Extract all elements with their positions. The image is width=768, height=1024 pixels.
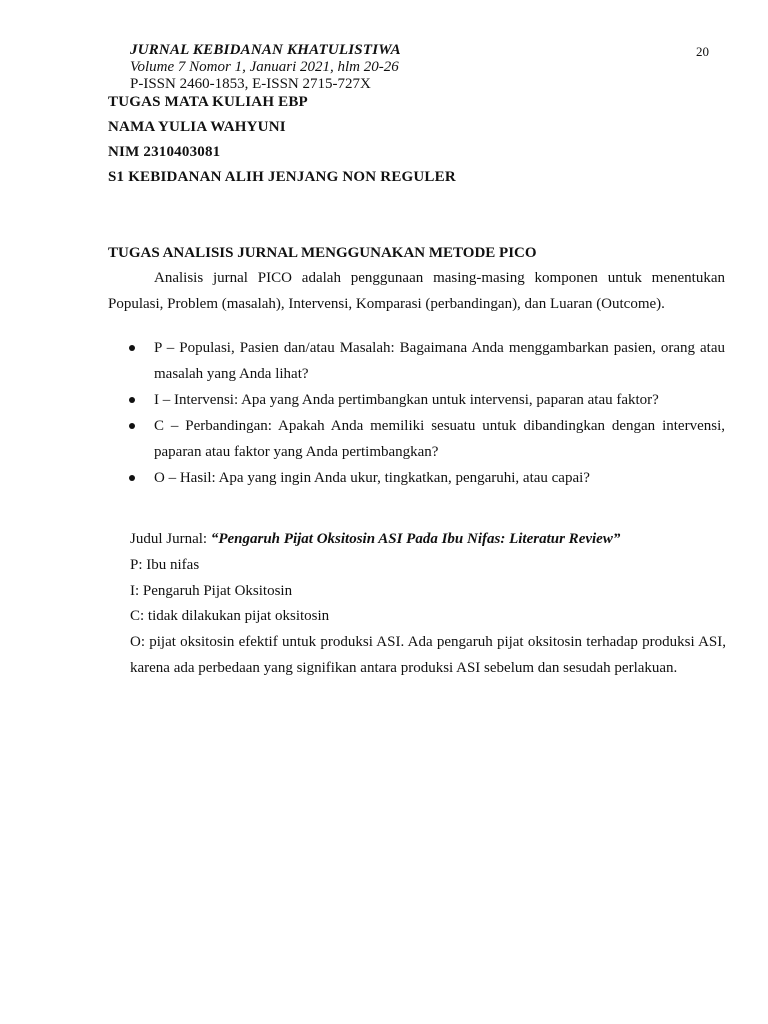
journal-title: “Pengaruh Pijat Oksitosin ASI Pada Ibu Nifas: Literatur Review” — [210, 531, 621, 547]
student-name: NAMA YULIA WAHYUNI — [108, 119, 286, 135]
intro-paragraph: Analisis jurnal PICO adalah penggunaan masing-masing komponen untuk menentukan Populasi, Problem (masalah), Intervensi, Komparasi (perbandingan), dan Luaran (Outcome). — [108, 270, 725, 312]
bullet-icon — [129, 423, 135, 429]
pico-i: I: Pengaruh Pijat Oksitosin — [130, 583, 293, 599]
pico-bullet-list — [108, 335, 725, 491]
pico-o: O: pijat oksitosin efektif untuk produksi ASI. Ada pengaruh pijat oksitosin terhadap produksi ASI, karena ada perbedaan yang signifikan antara produksi ASI sebelum dan sesudah perlakuan. — [130, 634, 726, 676]
bullet-item: O – Hasil: Apa yang ingin Anda ukur, tingkatkan, pengaruhi, atau capai? — [108, 465, 725, 491]
journal-title-label: Judul Jurnal: — [130, 531, 211, 547]
bullet-icon — [129, 397, 135, 403]
pico-p: P: Ibu nifas — [130, 557, 200, 573]
bullet-icon — [129, 475, 135, 481]
page-number: 20 — [696, 44, 709, 59]
student-nim: NIM 2310403081 — [108, 144, 221, 160]
journal-name: JURNAL KEBIDANAN KHATULISTIWA — [130, 42, 401, 58]
bullet-item: P – Populasi, Pasien dan/atau Masalah: Bagaimana Anda menggambarkan pasien, orang atau masalah yang Anda lihat? — [108, 335, 725, 387]
journal-volume: Volume 7 Nomor 1, Januari 2021, hlm 20-26 — [130, 59, 399, 75]
bullet-item: C – Perbandingan: Apakah Anda memiliki sesuatu untuk dibandingkan dengan intervensi, paparan atau faktor yang Anda pertimbangkan? — [108, 413, 725, 465]
course-title: TUGAS MATA KULIAH EBP — [108, 94, 308, 110]
journal-issn: P-ISSN 2460-1853, E-ISSN 2715-727X — [130, 76, 371, 92]
pico-c: C: tidak dilakukan pijat oksitosin — [130, 608, 330, 624]
bullet-item: I – Intervensi: Apa yang Anda pertimbangkan untuk intervensi, paparan atau faktor? — [108, 387, 725, 413]
bullet-icon — [129, 345, 135, 351]
study-program: S1 KEBIDANAN ALIH JENJANG NON REGULER — [108, 169, 456, 185]
journal-title-line — [130, 526, 726, 552]
section-title: TUGAS ANALISIS JURNAL MENGGUNAKAN METODE PICO — [108, 245, 537, 261]
